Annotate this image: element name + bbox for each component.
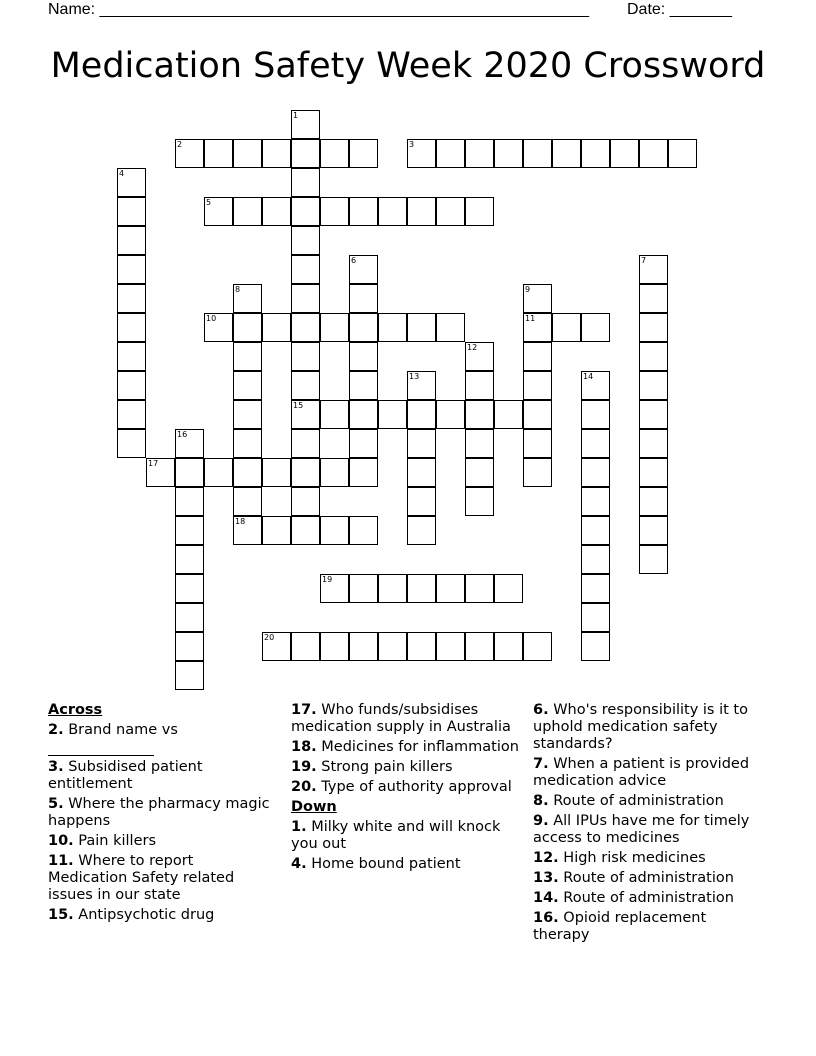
grid-cell[interactable] [291, 458, 320, 487]
grid-cell[interactable] [581, 313, 610, 342]
grid-cell[interactable] [262, 632, 291, 661]
grid-cell[interactable] [175, 632, 204, 661]
grid-cell[interactable] [233, 516, 262, 545]
grid-cell-number: 13 [409, 372, 420, 381]
clue-down-14: 14. Route of administration [533, 890, 734, 906]
grid-cell[interactable] [639, 458, 668, 487]
grid-cell[interactable] [175, 516, 204, 545]
grid-cell[interactable] [378, 313, 407, 342]
grid-cell[interactable] [407, 197, 436, 226]
grid-cell-number: 20 [264, 633, 275, 642]
grid-cell[interactable] [581, 429, 610, 458]
grid-cell-number: 6 [351, 256, 357, 265]
grid-cell[interactable] [378, 400, 407, 429]
grid-cell[interactable] [320, 458, 349, 487]
grid-cell[interactable] [523, 342, 552, 371]
grid-cell[interactable] [436, 574, 465, 603]
grid-cell[interactable] [581, 139, 610, 168]
clue-down-6: 6. Who's responsibility is it to uphold medication safety standards? [533, 702, 748, 752]
date-field-line: Date: _______ [627, 1, 732, 18]
grid-cell[interactable] [668, 139, 697, 168]
grid-cell[interactable] [117, 226, 146, 255]
grid-cell-number: 2 [177, 140, 183, 149]
grid-cell-number: 4 [119, 169, 125, 178]
grid-cell[interactable] [291, 313, 320, 342]
grid-cell[interactable] [436, 632, 465, 661]
grid-cell-number: 5 [206, 198, 212, 207]
clue-blank-line [48, 741, 154, 756]
grid-cell[interactable] [291, 371, 320, 400]
grid-cell-number: 7 [641, 256, 647, 265]
grid-cell-number: 14 [583, 372, 594, 381]
grid-cell[interactable] [552, 313, 581, 342]
grid-cell[interactable] [552, 139, 581, 168]
grid-cell[interactable] [407, 632, 436, 661]
grid-cell[interactable] [581, 603, 610, 632]
grid-cell[interactable] [407, 487, 436, 516]
grid-cell[interactable] [204, 197, 233, 226]
grid-cell[interactable] [494, 400, 523, 429]
clue-across-11: 11. Where to report Medication Safety related issues in our state [48, 853, 235, 903]
grid-cell-number: 18 [235, 517, 246, 526]
grid-cell[interactable] [117, 168, 146, 197]
clue-down-8: 8. Route of administration [533, 793, 724, 809]
grid-cell[interactable] [523, 429, 552, 458]
grid-cell[interactable] [349, 313, 378, 342]
grid-cell[interactable] [233, 197, 262, 226]
grid-cell[interactable] [407, 516, 436, 545]
grid-cell[interactable] [349, 632, 378, 661]
clue-across-2: 2. Brand name vs [48, 722, 276, 756]
grid-cell[interactable] [233, 400, 262, 429]
grid-cell[interactable] [175, 429, 204, 458]
grid-cell[interactable] [436, 400, 465, 429]
grid-cell-number: 10 [206, 314, 217, 323]
grid-cell[interactable] [233, 139, 262, 168]
grid-cell[interactable] [349, 255, 378, 284]
grid-cell[interactable] [320, 313, 349, 342]
grid-cell[interactable] [465, 632, 494, 661]
grid-cell[interactable] [581, 632, 610, 661]
grid-cell[interactable] [581, 458, 610, 487]
grid-cell[interactable] [407, 371, 436, 400]
grid-cell-number: 9 [525, 285, 531, 294]
down-heading: Down [291, 799, 337, 815]
grid-cell[interactable] [349, 516, 378, 545]
grid-cell[interactable] [581, 371, 610, 400]
grid-cell[interactable] [523, 400, 552, 429]
grid-cell[interactable] [349, 342, 378, 371]
grid-cell[interactable] [291, 139, 320, 168]
grid-cell[interactable] [465, 574, 494, 603]
grid-cell[interactable] [233, 487, 262, 516]
grid-cell[interactable] [175, 458, 204, 487]
grid-cell[interactable] [291, 110, 320, 139]
grid-cell[interactable] [523, 313, 552, 342]
grid-cell-number: 17 [148, 459, 159, 468]
grid-cell[interactable] [581, 487, 610, 516]
grid-cell[interactable] [639, 429, 668, 458]
grid-cell[interactable] [117, 197, 146, 226]
grid-cell[interactable] [117, 371, 146, 400]
grid-cell-number: 3 [409, 140, 415, 149]
grid-cell[interactable] [233, 371, 262, 400]
grid-cell[interactable] [291, 284, 320, 313]
grid-cell[interactable] [320, 139, 349, 168]
grid-cell[interactable] [262, 458, 291, 487]
grid-cell[interactable] [146, 458, 175, 487]
grid-cell[interactable] [523, 371, 552, 400]
grid-cell[interactable] [465, 139, 494, 168]
grid-cell[interactable] [175, 574, 204, 603]
grid-cell[interactable] [523, 632, 552, 661]
clue-across-17: 17. Who funds/subsidises medication supply in Australia [291, 702, 511, 735]
clue-across-15: 15. Antipsychotic drug [48, 907, 215, 923]
grid-cell[interactable] [233, 429, 262, 458]
grid-cell[interactable] [320, 632, 349, 661]
grid-cell[interactable] [175, 603, 204, 632]
grid-cell[interactable] [262, 197, 291, 226]
grid-cell[interactable] [639, 371, 668, 400]
grid-cell[interactable] [204, 458, 233, 487]
grid-cell[interactable] [291, 168, 320, 197]
grid-cell[interactable] [291, 197, 320, 226]
grid-cell[interactable] [378, 632, 407, 661]
grid-cell[interactable] [407, 458, 436, 487]
grid-cell[interactable] [494, 574, 523, 603]
grid-cell[interactable] [117, 284, 146, 313]
clue-across-10: 10. Pain killers [48, 833, 157, 849]
clue-down-16: 16. Opioid replacement therapy [533, 910, 707, 943]
grid-cell[interactable] [436, 197, 465, 226]
grid-cell[interactable] [494, 139, 523, 168]
grid-cell[interactable] [407, 139, 436, 168]
grid-cell[interactable] [581, 545, 610, 574]
grid-cell[interactable] [378, 574, 407, 603]
grid-cell-number: 19 [322, 575, 333, 584]
across-heading: Across [48, 702, 103, 718]
clues-column-2 [291, 702, 527, 876]
clue-down-1: 1. Milky white and will knock you out [291, 819, 501, 852]
grid-cell[interactable] [349, 574, 378, 603]
grid-cell[interactable] [639, 342, 668, 371]
clue-across-5: 5. Where the pharmacy magic happens [48, 796, 270, 829]
grid-cell[interactable] [349, 458, 378, 487]
grid-cell-number: 15 [293, 401, 304, 410]
grid-cell-number: 1 [293, 111, 299, 120]
clue-down-13: 13. Route of administration [533, 870, 734, 886]
grid-cell[interactable] [610, 139, 639, 168]
grid-cell[interactable] [349, 197, 378, 226]
grid-cell[interactable] [262, 516, 291, 545]
grid-cell[interactable] [465, 487, 494, 516]
grid-cell-number: 16 [177, 430, 188, 439]
grid-cell[interactable] [407, 400, 436, 429]
grid-cell[interactable] [639, 139, 668, 168]
grid-cell[interactable] [291, 487, 320, 516]
grid-cell-number: 11 [525, 314, 536, 323]
grid-cell[interactable] [262, 313, 291, 342]
clue-across-19: 19. Strong pain killers [291, 759, 453, 775]
grid-cell-number: 8 [235, 285, 241, 294]
grid-cell[interactable] [639, 400, 668, 429]
grid-cell[interactable] [320, 400, 349, 429]
grid-cell[interactable] [291, 255, 320, 284]
name-field-line: Name: _______________________________________________________ [48, 1, 589, 18]
clue-down-4: 4. Home bound patient [291, 856, 461, 872]
grid-cell[interactable] [117, 342, 146, 371]
grid-cell[interactable] [581, 574, 610, 603]
grid-cell[interactable] [233, 342, 262, 371]
grid-cell[interactable] [117, 400, 146, 429]
grid-cell[interactable] [117, 255, 146, 284]
grid-cell[interactable] [175, 139, 204, 168]
grid-cell[interactable] [175, 661, 204, 690]
grid-cell[interactable] [175, 487, 204, 516]
grid-cell[interactable] [291, 400, 320, 429]
grid-cell[interactable] [465, 429, 494, 458]
grid-cell-number: 12 [467, 343, 478, 352]
clue-across-18: 18. Medicines for inflammation [291, 739, 519, 755]
clue-down-9: 9. All IPUs have me for timely access to medicines [533, 813, 750, 846]
grid-cell[interactable] [233, 458, 262, 487]
grid-cell[interactable] [407, 429, 436, 458]
clue-across-20: 20. Type of authority approval [291, 779, 512, 795]
clue-across-3: 3. Subsidised patient entitlement [48, 759, 203, 792]
grid-cell[interactable] [349, 139, 378, 168]
clue-down-7: 7. When a patient is provided medication advice [533, 756, 750, 789]
grid-cell[interactable] [465, 197, 494, 226]
clue-down-12: 12. High risk medicines [533, 850, 706, 866]
page-title: Medication Safety Week 2020 Crossword [50, 46, 766, 86]
grid-cell[interactable] [639, 313, 668, 342]
grid-cell[interactable] [291, 226, 320, 255]
grid-cell[interactable] [204, 313, 233, 342]
grid-cell[interactable] [233, 313, 262, 342]
grid-cell[interactable] [523, 458, 552, 487]
grid-cell[interactable] [291, 429, 320, 458]
grid-cell[interactable] [320, 574, 349, 603]
grid-cell[interactable] [320, 197, 349, 226]
grid-cell[interactable] [581, 516, 610, 545]
grid-cell[interactable] [291, 342, 320, 371]
grid-cell[interactable] [291, 516, 320, 545]
grid-cell[interactable] [262, 139, 291, 168]
grid-cell[interactable] [639, 516, 668, 545]
grid-cell[interactable] [204, 139, 233, 168]
grid-cell[interactable] [465, 342, 494, 371]
grid-cell[interactable] [523, 284, 552, 313]
grid-cell[interactable] [320, 516, 349, 545]
grid-cell[interactable] [639, 545, 668, 574]
grid-cell[interactable] [117, 429, 146, 458]
grid-cell[interactable] [233, 284, 262, 313]
grid-cell[interactable] [349, 284, 378, 313]
grid-cell[interactable] [378, 197, 407, 226]
grid-cell[interactable] [349, 429, 378, 458]
grid-cell[interactable] [349, 371, 378, 400]
grid-cell[interactable] [639, 487, 668, 516]
grid-cell[interactable] [581, 400, 610, 429]
grid-cell[interactable] [407, 574, 436, 603]
grid-cell[interactable] [639, 284, 668, 313]
grid-cell[interactable] [465, 400, 494, 429]
grid-cell[interactable] [436, 313, 465, 342]
grid-cell[interactable] [175, 545, 204, 574]
grid-cell[interactable] [523, 139, 552, 168]
grid-cell[interactable] [639, 255, 668, 284]
grid-cell[interactable] [494, 632, 523, 661]
grid-cell[interactable] [436, 139, 465, 168]
grid-cell[interactable] [291, 632, 320, 661]
grid-cell[interactable] [117, 313, 146, 342]
grid-cell[interactable] [407, 313, 436, 342]
grid-cell[interactable] [465, 458, 494, 487]
grid-cell[interactable] [465, 371, 494, 400]
clues-column-3 [533, 702, 758, 947]
clues-column-1 [48, 702, 276, 927]
grid-cell[interactable] [349, 400, 378, 429]
